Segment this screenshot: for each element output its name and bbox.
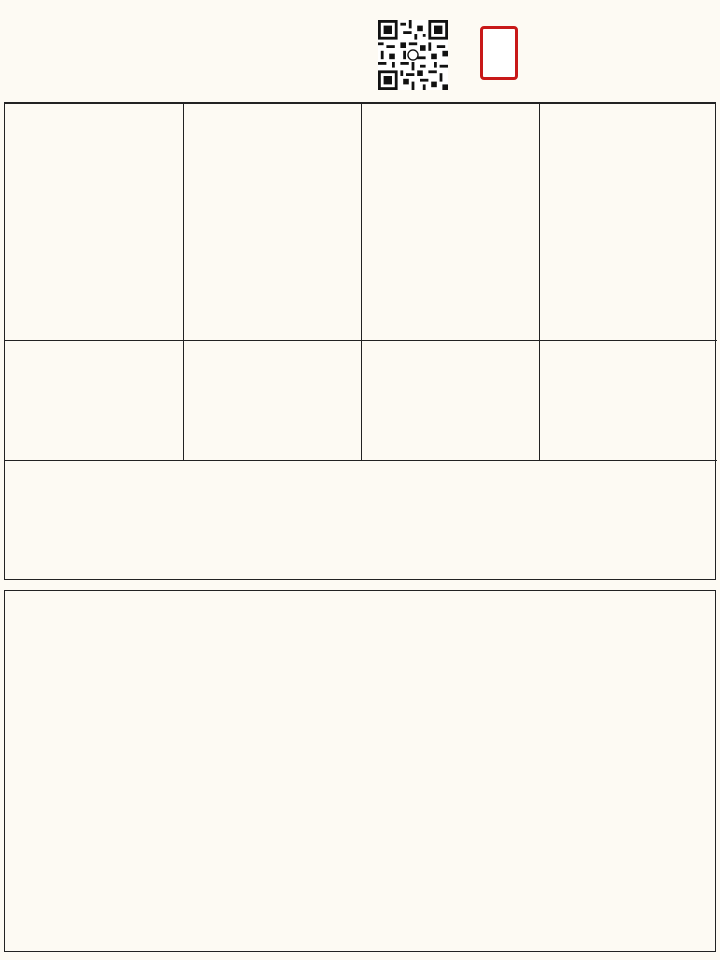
chart-grid	[4, 102, 716, 580]
qr-code[interactable]	[378, 20, 448, 90]
dai-van-1	[5, 341, 184, 461]
header-info	[12, 11, 19, 27]
pillar-3	[362, 104, 540, 341]
pillar-4	[540, 104, 717, 341]
dai-van-2	[184, 341, 362, 461]
annual-table	[4, 590, 716, 952]
seal-stamp	[480, 26, 518, 80]
pillar-1	[5, 104, 184, 341]
pillar-2	[184, 104, 362, 341]
gender-line	[12, 11, 19, 27]
dai-van-4	[540, 341, 717, 461]
dai-van-3	[362, 341, 540, 461]
